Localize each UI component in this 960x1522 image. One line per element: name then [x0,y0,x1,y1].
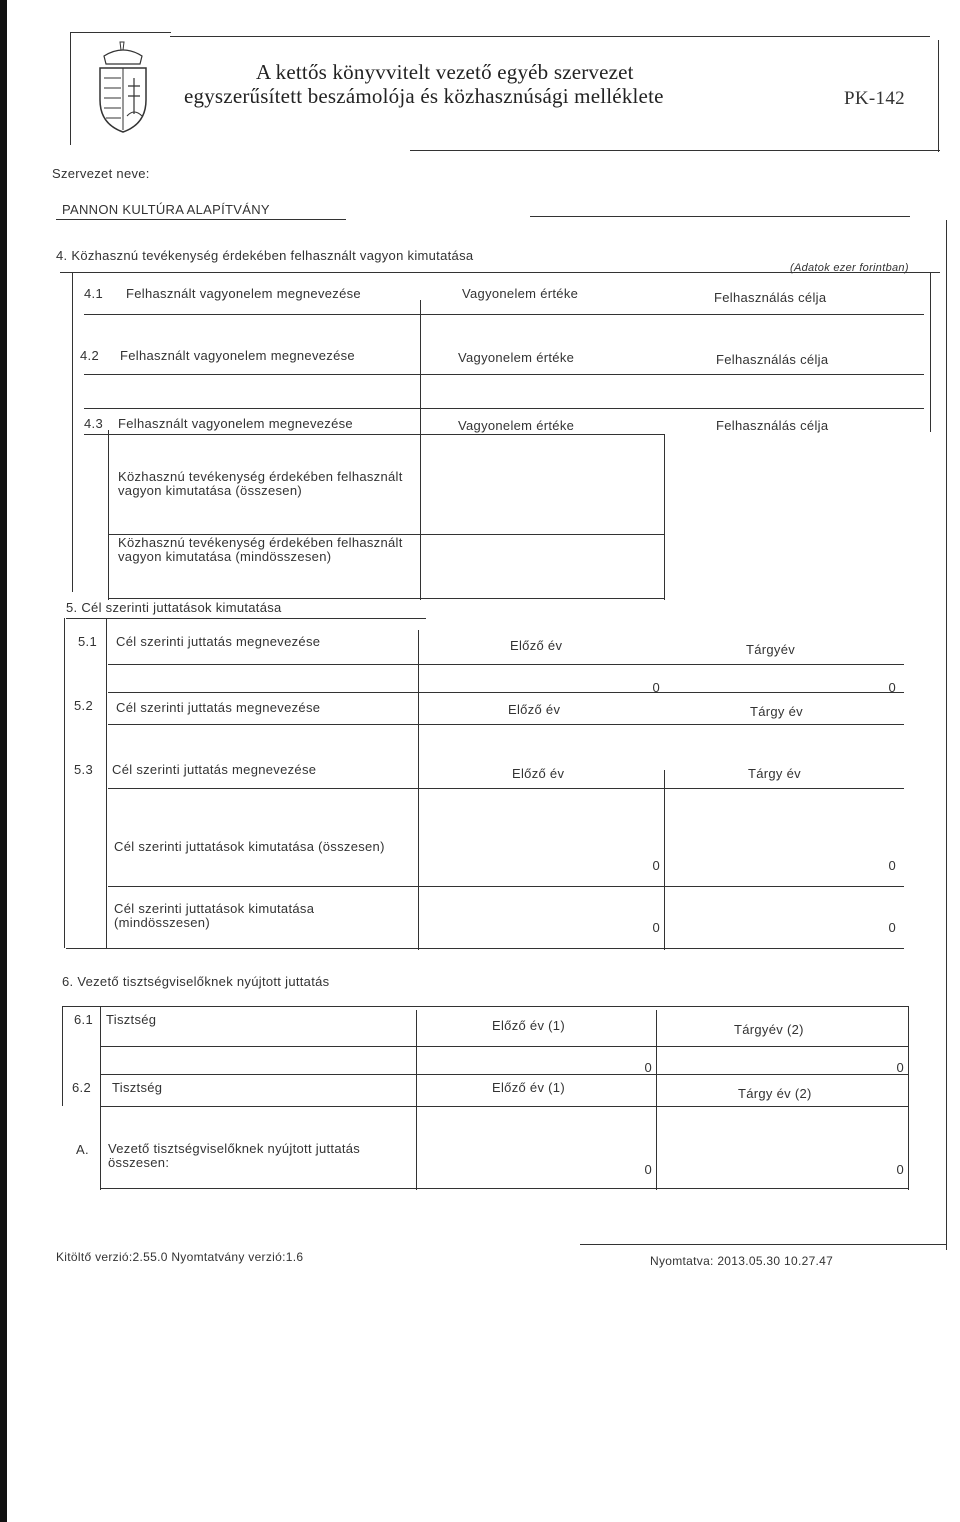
section6-right-border [908,1006,909,1190]
s5-row2-prev-label: Előző év [508,702,561,717]
s4-row1-no: 4.1 [84,286,103,301]
s5-row1-prev-label: Előző év [510,638,563,653]
s6-bottom-line [100,1188,908,1189]
s6-row1-line [100,1046,908,1047]
page-left-edge [0,0,7,1522]
section4-label-divider [108,430,109,600]
s6-total-prev: 0 [644,1162,652,1177]
s4-row2-value: Vagyonelem értéke [458,350,575,365]
s6-row2-name: Tisztség [112,1080,163,1095]
s6-row1-value-line [100,1074,908,1075]
s4-row3-purpose: Felhasználás célja [716,418,829,433]
form-title-line2: egyszerűsített beszámolója és közhasznúsági melléklete [184,84,664,108]
s6-row2-prev-label: Előző év (1) [492,1080,565,1095]
s5-total-grand-curr: 0 [888,920,896,935]
s5-bottom-line [66,948,904,949]
s4-row3-line-top [84,408,924,409]
s5-row1-prev: 0 [652,680,660,695]
coat-of-arms-icon [90,38,156,134]
s4-total-right-border [664,434,665,600]
s4-row3-value: Vagyonelem értéke [458,418,575,433]
s4-row1-value: Vagyonelem értéke [462,286,579,301]
section4-unit: (Adatok ezer forintban) [790,262,909,274]
s6-row2-curr-label: Tárgy év (2) [738,1086,812,1101]
s6-row1-curr-label: Tárgyév (2) [734,1022,804,1037]
s6-row1-no: 6.1 [74,1012,93,1027]
section6-col-divider [416,1010,417,1190]
s5-row3-no: 5.3 [74,762,93,777]
section5-title: 5. Cél szerinti juttatások kimutatása [66,600,282,615]
header-rule-right [938,40,939,152]
s5-total-grand-label: Cél szerinti juttatások kimutatása (mindösszesen) [114,901,315,930]
s5-row2-curr-label: Tárgy év [750,704,803,719]
s4-row1-purpose: Felhasználás célja [714,290,827,305]
s4-row3-no: 4.3 [84,416,103,431]
org-name-value: PANNON KULTÚRA ALAPÍTVÁNY [62,202,270,217]
section5-mid-divider [664,770,665,950]
s5-row3-curr-label: Tárgy év [748,766,801,781]
s5-row1-name: Cél szerinti juttatás megnevezése [116,634,321,649]
s6-row2-line [100,1106,908,1107]
s6-row1-prev: 0 [644,1060,652,1075]
section6-mid-divider [656,1010,657,1190]
s5-total-sum-line [108,886,904,887]
s5-row1-curr-label: Tárgyév [746,642,796,657]
section5-col-divider [418,630,419,950]
s4-row2-name: Felhasznált vagyonelem megnevezése [120,348,355,363]
section5-label-divider [106,618,107,948]
s4-row3-name: Felhasznált vagyonelem megnevezése [118,416,353,431]
section4-col-divider [420,300,421,600]
s5-row1-no: 5.1 [78,634,97,649]
section6-left-border [62,1006,63,1106]
s4-row1-name: Felhasznált vagyonelem megnevezése [126,286,361,301]
s5-total-grand-prev: 0 [652,920,660,935]
section5-top-rule [66,618,426,619]
s4-row2-line [84,374,924,375]
s5-row3-prev-label: Előző év [512,766,565,781]
s5-row1-value-line [108,692,904,693]
page-right-rule [946,220,947,1250]
s4-row1-line [84,314,924,315]
s5-row1-line [108,664,904,665]
s4-total-grand: Közhasznú tevékenység érdekében felhasznált vagyon kimutatása (mindösszesen) [118,535,403,564]
s5-row2-no: 5.2 [74,698,93,713]
header-rule-bottom [410,150,940,151]
s5-row1-curr: 0 [888,680,896,695]
s5-row3-name: Cél szerinti juttatás megnevezése [112,762,317,777]
s6-row1-name: Tisztség [106,1012,157,1027]
s6-row2-no: 6.2 [72,1080,91,1095]
s5-total-sum-label: Cél szerinti juttatások kimutatása (összesen) [114,839,385,854]
footer-rule [580,1244,946,1245]
section4-top-rule [60,272,940,273]
s5-row3-line [108,788,904,789]
section6-label-divider [100,1006,101,1190]
header-rule-top [170,36,930,37]
s6-total-curr: 0 [896,1162,904,1177]
s5-row2-name: Cél szerinti juttatás megnevezése [116,700,321,715]
section4-title: 4. Közhasznú tevékenység érdekében felhasznált vagyon kimutatása [56,248,474,263]
org-name-underline [56,219,346,220]
form-code: PK-142 [844,88,905,109]
org-rule-right [530,216,910,217]
section5-left-border [64,618,65,948]
s4-total-sum: Közhasznú tevékenység érdekében felhasznált vagyon kimutatása (összesen) [118,469,403,498]
section6-top-rule [62,1006,908,1007]
s5-total-sum-prev: 0 [652,858,660,873]
s4-row2-no: 4.2 [80,348,99,363]
s6-total-no: A. [76,1142,89,1157]
section4-left-border [72,272,73,592]
section4-right-border [930,272,931,432]
s5-total-sum-curr: 0 [888,858,896,873]
footer-printed: Nyomtatva: 2013.05.30 10.27.47 [650,1254,834,1268]
form-title-line1: A kettős könyvvitelt vezető egyéb szervezet [256,60,634,84]
s4-bottom-line [108,598,664,599]
s6-total-label: Vezető tisztségviselőknek nyújtott juttatás összesen: [108,1141,361,1170]
s5-row2-line [108,724,904,725]
s4-row3-line [84,434,664,435]
s6-row1-curr: 0 [896,1060,904,1075]
org-name-label: Szervezet neve: [52,166,150,181]
footer-version: Kitöltő verzió:2.55.0 Nyomtatvány verzió:1.6 [56,1250,304,1264]
s4-row2-purpose: Felhasználás célja [716,352,829,367]
s6-row1-prev-label: Előző év (1) [492,1018,565,1033]
section6-title: 6. Vezető tisztségviselőknek nyújtott juttatás [62,974,330,989]
